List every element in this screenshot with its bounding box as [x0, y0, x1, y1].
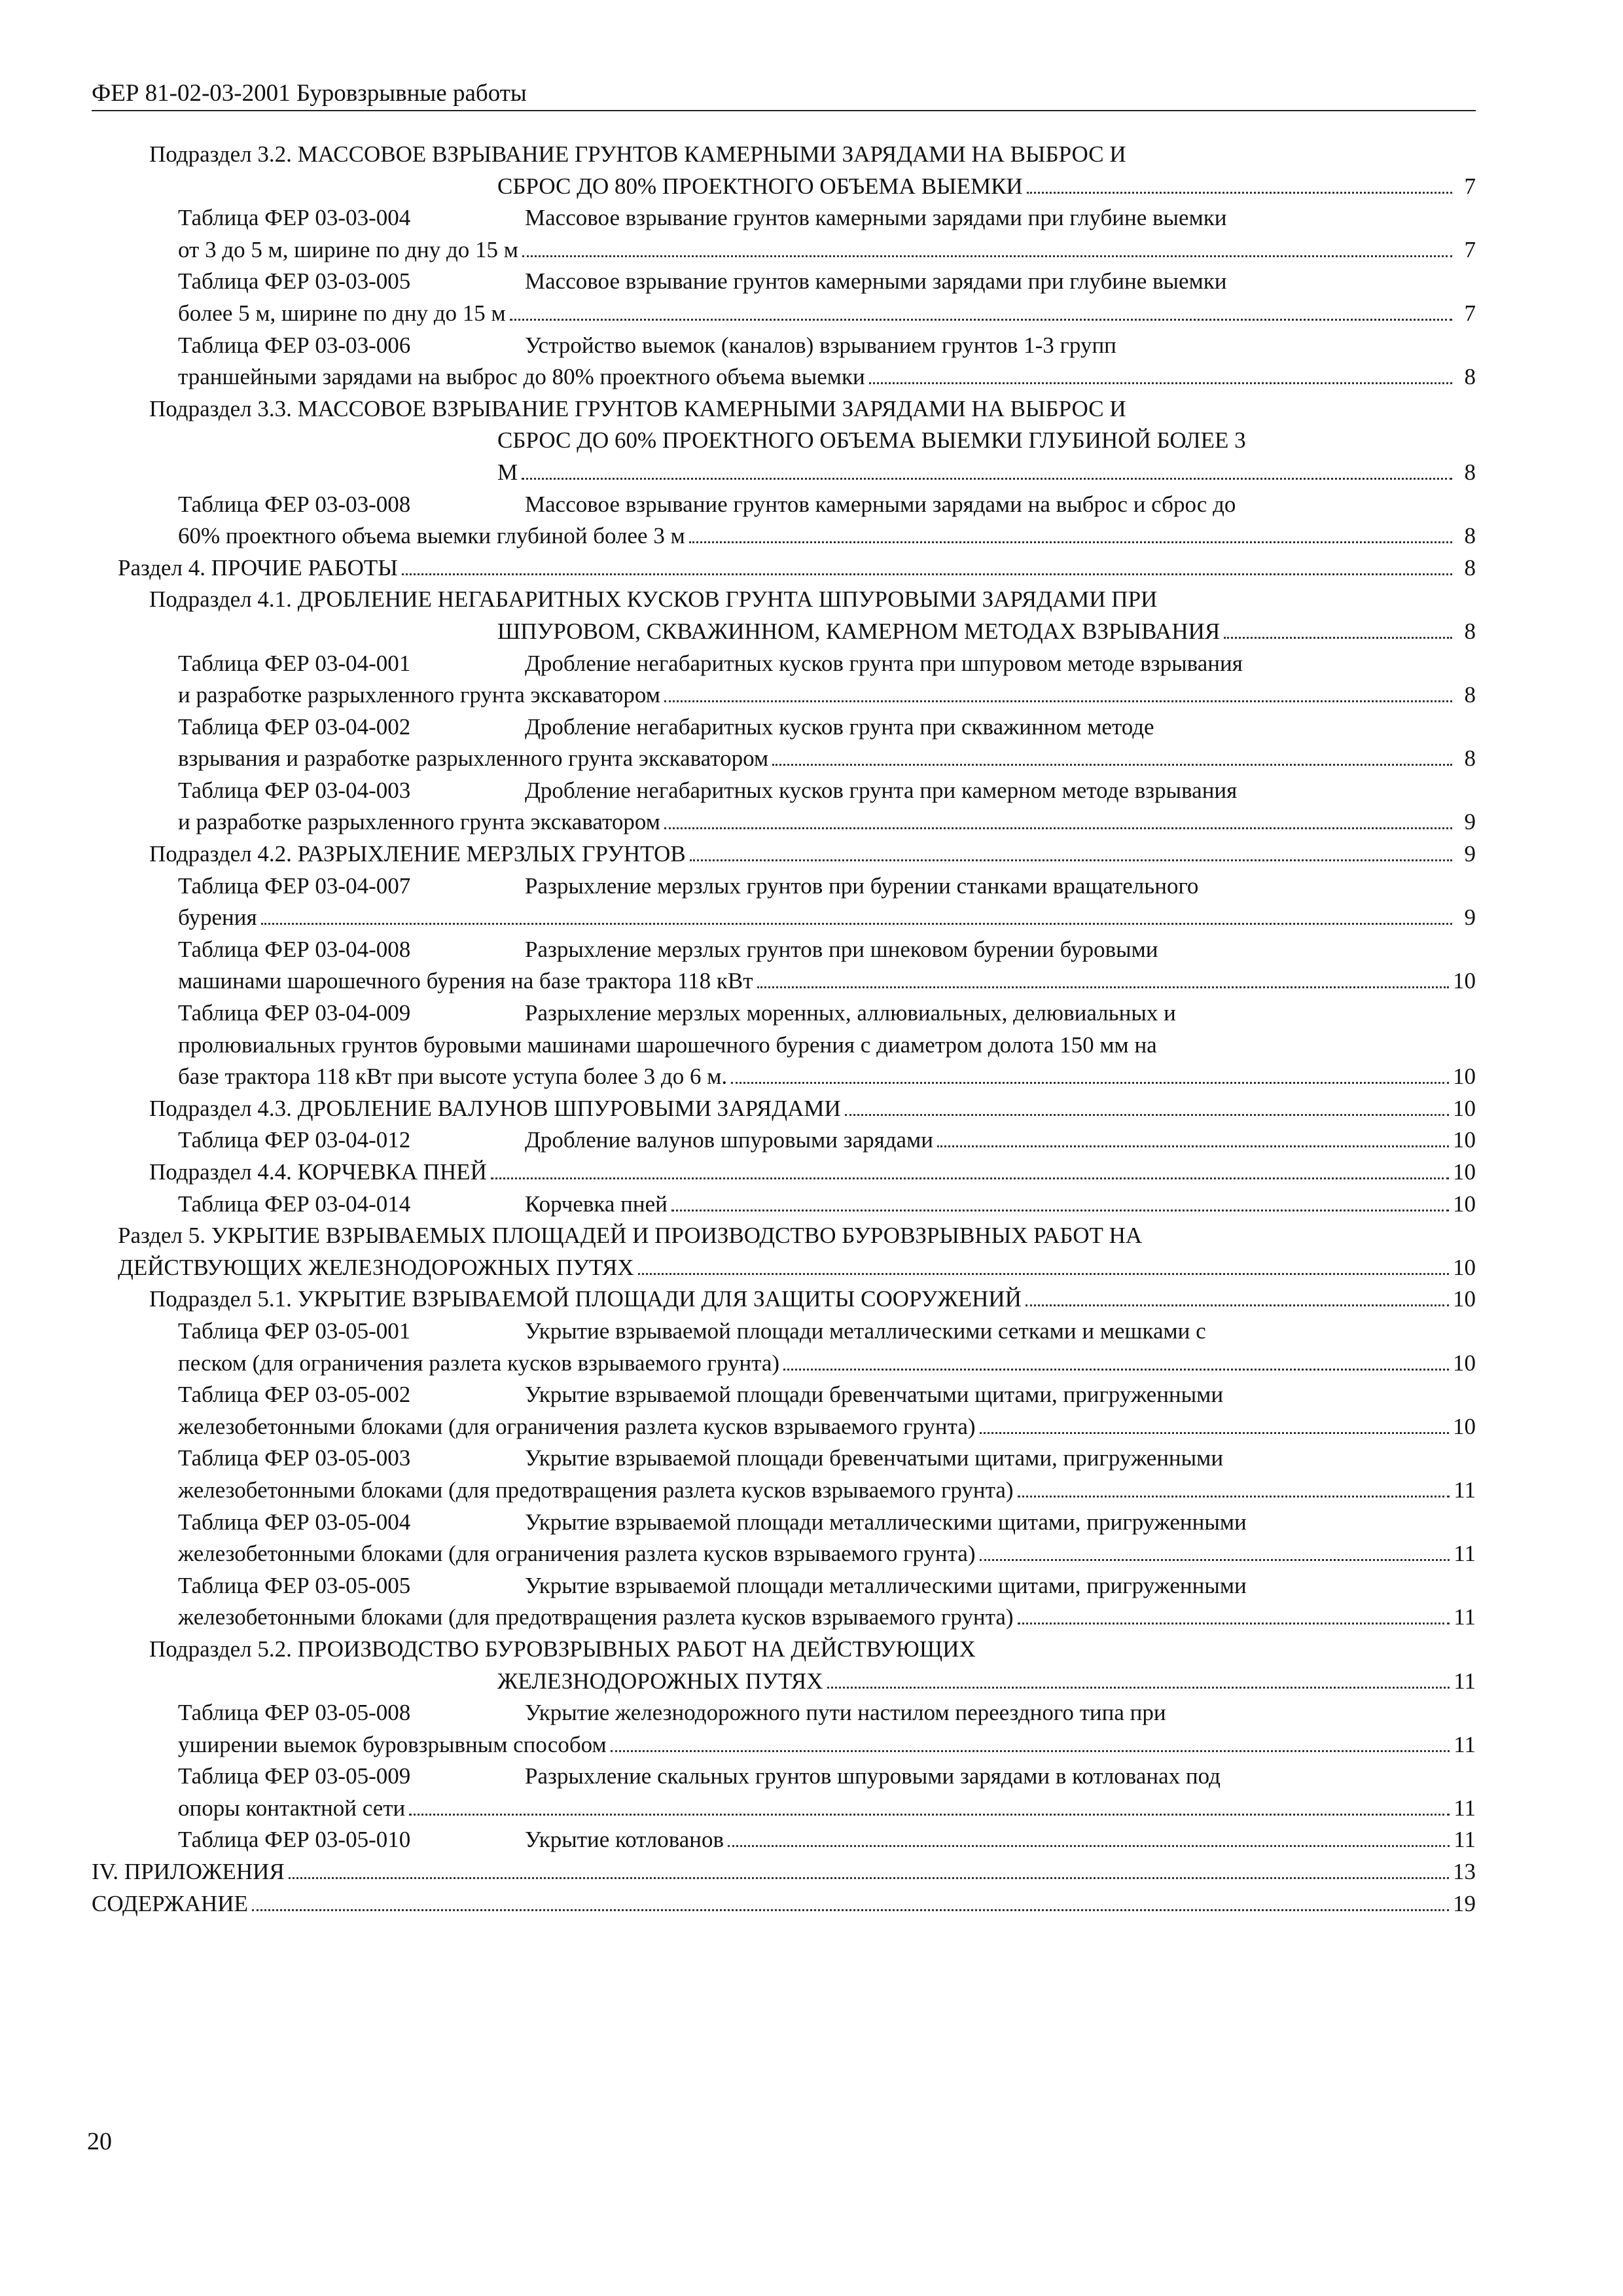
- toc-page-number: 8: [1464, 682, 1476, 708]
- part-title: IV. ПРИЛОЖЕНИЯ: [92, 1859, 285, 1885]
- toc-entry-line[interactable]: [92, 1252, 1476, 1284]
- table-title-cont: железобетонными блоками (для предотвращения разлета кусков взрываемого грунта): [178, 1477, 1014, 1503]
- table-title-cont: машинами шарошечного бурения на базе трактора 118 кВт: [178, 968, 753, 994]
- toc-page-number: 9: [1464, 905, 1476, 931]
- dot-leader: [522, 255, 1452, 257]
- toc-page-number: 11: [1454, 1604, 1476, 1630]
- dot-leader: [757, 986, 1450, 988]
- table-code: Таблица ФЕР 03-05-009: [178, 1763, 411, 1789]
- table-title: Массовое взрывание грунтов камерными зарядами на выброс и сброс до: [525, 491, 1236, 517]
- toc-page-number: 13: [1453, 1859, 1476, 1885]
- table-title: Корчевка пней: [525, 1191, 668, 1217]
- dot-leader: [731, 1082, 1449, 1084]
- dot-leader: [402, 573, 1452, 575]
- toc-entry-line[interactable]: [92, 1888, 1476, 1920]
- dot-leader: [783, 1369, 1449, 1371]
- toc-entry-line[interactable]: [92, 1189, 1476, 1221]
- toc-entry-line[interactable]: [92, 1824, 1476, 1856]
- table-title-cont: пролювиальных грунтов буровыми машинами шарошечного бурения с диаметром долота 150 мм на: [178, 1031, 1157, 1058]
- table-code: Таблица ФЕР 03-05-004: [178, 1509, 411, 1535]
- toc-page-number: 7: [1464, 300, 1476, 326]
- table-title-cont: 60% проектного объема выемки глубиной более 3 м: [178, 523, 685, 549]
- dot-leader: [252, 1909, 1449, 1911]
- toc-entry-line[interactable]: [92, 1348, 1476, 1380]
- table-title: Разрыхление мерзлых грунтов при шнековом бурении буровыми: [525, 936, 1158, 962]
- toc-entry-line[interactable]: [92, 616, 1476, 648]
- toc-page-number: 7: [1464, 173, 1476, 199]
- table-title-cont: и разработке разрыхленного грунта экскаватором: [178, 809, 660, 835]
- toc-entry-line[interactable]: [92, 520, 1476, 552]
- table-code: Таблица ФЕР 03-04-001: [178, 650, 411, 676]
- dot-leader: [1018, 1496, 1450, 1498]
- table-title: Разрыхление мерзлых грунтов при бурении станками вращательного: [525, 872, 1199, 899]
- subsection-title: Подраздел 4.4. КОРЧЕВКА ПНЕЙ: [149, 1159, 487, 1185]
- toc-entry-line[interactable]: [92, 1157, 1476, 1189]
- toc-entry-line[interactable]: [92, 902, 1476, 934]
- dot-leader: [690, 859, 1452, 861]
- toc-page-number: 11: [1454, 1541, 1476, 1567]
- table-code: Таблица ФЕР 03-03-004: [178, 205, 411, 231]
- toc-page-number: 8: [1464, 364, 1476, 390]
- dot-leader: [664, 700, 1452, 702]
- toc-entry-line[interactable]: [92, 838, 1476, 870]
- toc-entry-line[interactable]: [92, 552, 1476, 584]
- dot-leader: [869, 382, 1452, 384]
- toc-entry-line[interactable]: [92, 1061, 1476, 1093]
- table-code: Таблица ФЕР 03-05-003: [178, 1445, 411, 1471]
- dot-leader: [1224, 637, 1452, 639]
- subsection-title-cont: М: [497, 459, 518, 485]
- subsection-title: Подраздел 4.3. ДРОБЛЕНИЕ ВАЛУНОВ ШПУРОВЫМИ ЗАРЯДАМИ: [149, 1095, 841, 1121]
- dot-leader: [689, 541, 1452, 543]
- dot-leader: [1018, 1623, 1450, 1624]
- table-title: Дробление негабаритных кусков грунта при скважинном методе: [525, 713, 1154, 740]
- subsection-title: Подраздел 4.1. ДРОБЛЕНИЕ НЕГАБАРИТНЫХ КУСКОВ ГРУНТА ШПУРОВЫМИ ЗАРЯДАМИ ПРИ: [149, 586, 1158, 613]
- subsection-title: Подраздел 3.2. МАССОВОЕ ВЗРЫВАНИЕ ГРУНТОВ КАМЕРНЫМИ ЗАРЯДАМИ НА ВЫБРОС И: [149, 141, 1126, 167]
- dot-leader: [772, 764, 1452, 766]
- table-title: Дробление негабаритных кусков грунта при шпуровом методе взрывания: [525, 650, 1243, 676]
- toc-page-number: 7: [1464, 236, 1476, 262]
- toc-entry-line[interactable]: [92, 1411, 1476, 1443]
- toc-page-number: 10: [1453, 1254, 1476, 1280]
- toc-page-number: 10: [1453, 1413, 1476, 1439]
- table-code: Таблица ФЕР 03-05-001: [178, 1318, 411, 1344]
- table-title: Укрытие железнодорожного пути настилом переездного типа при: [525, 1700, 1166, 1726]
- toc-page-number: 10: [1453, 1159, 1476, 1185]
- toc-page-number: 10: [1453, 1191, 1476, 1217]
- table-title-cont: железобетонными блоками (для ограничения разлета кусков взрываемого грунта): [178, 1541, 976, 1567]
- table-title: Дробление негабаритных кусков грунта при камерном методе взрывания: [525, 777, 1238, 803]
- table-code: Таблица ФЕР 03-04-012: [178, 1127, 411, 1153]
- table-title-cont: и разработке разрыхленного грунта экскаватором: [178, 682, 660, 708]
- toc-entry-line[interactable]: [92, 1475, 1476, 1507]
- table-code: Таблица ФЕР 03-05-008: [178, 1700, 411, 1726]
- subsection-title: Подраздел 4.2. РАЗРЫХЛЕНИЕ МЕРЗЛЫХ ГРУНТОВ: [149, 841, 686, 867]
- section-title-cont: ДЕЙСТВУЮЩИХ ЖЕЛЕЗНОДОРОЖНЫХ ПУТЯХ: [118, 1254, 634, 1280]
- toc-entry-line[interactable]: [92, 806, 1476, 838]
- table-code: Таблица ФЕР 03-04-002: [178, 713, 411, 740]
- toc-page-number: 8: [1464, 459, 1476, 485]
- toc-page-number: 10: [1453, 968, 1476, 994]
- table-code: Таблица ФЕР 03-05-002: [178, 1382, 411, 1408]
- toc-entry-line[interactable]: [92, 1856, 1476, 1888]
- table-title-cont: от 3 до 5 м, ширине по дну до 15 м: [178, 236, 518, 262]
- table-code: Таблица ФЕР 03-05-010: [178, 1827, 411, 1853]
- dot-leader: [510, 319, 1452, 321]
- table-title: Устройство выемок (каналов) взрыванием грунтов 1-3 групп: [525, 332, 1116, 358]
- toc-page-number: 10: [1453, 1095, 1476, 1121]
- table-code: Таблица ФЕР 03-04-007: [178, 872, 411, 899]
- dot-leader: [491, 1177, 1449, 1179]
- toc-page-number: 8: [1464, 554, 1476, 581]
- table-code: Таблица ФЕР 03-04-003: [178, 777, 411, 803]
- table-title-cont: бурения: [178, 905, 257, 931]
- toc-page-number: 11: [1454, 1795, 1476, 1821]
- toc-entry-line[interactable]: [92, 1602, 1476, 1634]
- toc-page-number: 8: [1464, 618, 1476, 644]
- dot-leader: [409, 1814, 1450, 1816]
- table-title-cont: железобетонными блоками (для ограничения разлета кусков взрываемого грунта): [178, 1413, 976, 1439]
- table-code: Таблица ФЕР 03-04-014: [178, 1191, 411, 1217]
- toc-page-number: 9: [1464, 841, 1476, 867]
- section-title: Раздел 4. ПРОЧИЕ РАБОТЫ: [118, 554, 398, 581]
- toc-page-number: 11: [1454, 1827, 1476, 1853]
- toc-entry-line[interactable]: [92, 1093, 1476, 1125]
- toc-entry-line[interactable]: [92, 1283, 1476, 1316]
- table-title-cont: песком (для ограничения разлета кусков взрываемого грунта): [178, 1350, 780, 1376]
- table-code: Таблица ФЕР 03-04-008: [178, 936, 411, 962]
- subsection-title: Подраздел 3.3. МАССОВОЕ ВЗРЫВАНИЕ ГРУНТОВ КАМЕРНЫМИ ЗАРЯДАМИ НА ВЫБРОС И: [149, 395, 1126, 422]
- toc-entry-line[interactable]: [92, 457, 1476, 489]
- running-header: ФЕР 81-02-03-2001 Буровзрывные работы: [92, 79, 1476, 111]
- table-title: Укрытие котлованов: [525, 1827, 724, 1853]
- table-title-cont: базе трактора 118 кВт при высоте уступа более 3 до 6 м.: [178, 1064, 728, 1090]
- toc-entry-line[interactable]: [92, 1793, 1476, 1825]
- subsection-title-cont: СБРОС ДО 80% ПРОЕКТНОГО ОБЪЕМА ВЫЕМКИ: [497, 173, 1023, 199]
- table-title: Массовое взрывание грунтов камерными зарядами при глубине выемки: [525, 205, 1227, 231]
- toc-entry-line[interactable]: [92, 234, 1476, 266]
- dot-leader: [980, 1559, 1450, 1561]
- table-title: Укрытие взрываемой площади бревенчатыми щитами, пригруженными: [525, 1382, 1224, 1408]
- table-title-cont: опоры контактной сети: [178, 1795, 406, 1821]
- toc-page-number: 10: [1453, 1127, 1476, 1153]
- dot-leader: [845, 1114, 1449, 1116]
- toc-entry-line[interactable]: [92, 171, 1476, 203]
- table-title: Разрыхление скальных грунтов шпуровыми зарядами в котлованах под: [525, 1763, 1221, 1789]
- toc-entry-line[interactable]: [92, 965, 1476, 997]
- toc-entry-line[interactable]: [92, 298, 1476, 330]
- dot-leader: [289, 1877, 1449, 1879]
- table-title: Укрытие взрываемой площади металлическими щитами, пригруженными: [525, 1509, 1247, 1535]
- toc-page-number: 19: [1453, 1890, 1476, 1916]
- table-code: Таблица ФЕР 03-04-009: [178, 1000, 411, 1026]
- table-of-contents: [92, 139, 1476, 1920]
- toc-page-number: 10: [1453, 1064, 1476, 1090]
- table-code: Таблица ФЕР 03-05-005: [178, 1572, 411, 1598]
- dot-leader: [827, 1687, 1450, 1689]
- part-title: СОДЕРЖАНИЕ: [92, 1890, 248, 1916]
- dot-leader: [1027, 192, 1452, 194]
- toc-entry-line[interactable]: [92, 1124, 1476, 1157]
- toc-entry-line[interactable]: [92, 1538, 1476, 1570]
- dot-leader: [1026, 1304, 1449, 1306]
- table-title-cont: железобетонными блоками (для предотвращения разлета кусков взрываемого грунта): [178, 1604, 1014, 1630]
- table-title-cont: уширении выемок буровзрывным способом: [178, 1731, 607, 1757]
- dot-leader: [671, 1210, 1449, 1211]
- dot-leader: [937, 1145, 1449, 1147]
- subsection-title-cont: СБРОС ДО 60% ПРОЕКТНОГО ОБЪЕМА ВЫЕМКИ ГЛУБИНОЙ БОЛЕЕ 3: [497, 427, 1246, 454]
- table-title: Укрытие взрываемой площади бревенчатыми щитами, пригруженными: [525, 1445, 1224, 1471]
- table-title: Укрытие взрываемой площади металлическими сетками и мешками с: [525, 1318, 1206, 1344]
- dot-leader: [664, 827, 1452, 829]
- toc-entry-line[interactable]: [92, 1666, 1476, 1698]
- toc-entry-line[interactable]: [92, 743, 1476, 775]
- toc-entry-line[interactable]: [92, 1729, 1476, 1761]
- toc-page-number: 11: [1454, 1477, 1476, 1503]
- subsection-title-cont: ШПУРОВОМ, СКВАЖИННОМ, КАМЕРНОМ МЕТОДАХ ВЗРЫВАНИЯ: [497, 618, 1221, 644]
- subsection-title: Подраздел 5.2. ПРОИЗВОДСТВО БУРОВЗРЫВНЫХ РАБОТ НА ДЕЙСТВУЮЩИХ: [149, 1636, 976, 1662]
- table-title-cont: взрывания и разработке разрыхленного грунта экскаватором: [178, 745, 769, 772]
- subsection-title: Подраздел 5.1. УКРЫТИЕ ВЗРЫВАЕМОЙ ПЛОЩАДИ ДЛЯ ЗАЩИТЫ СООРУЖЕНИЙ: [149, 1286, 1022, 1312]
- table-title: Разрыхление мерзлых моренных, аллювиальных, делювиальных и: [525, 1000, 1176, 1026]
- section-title: Раздел 5. УКРЫТИЕ ВЗРЫВАЕМЫХ ПЛОЩАДЕЙ И ПРОИЗВОДСТВО БУРОВЗРЫВНЫХ РАБОТ НА: [118, 1223, 1143, 1249]
- toc-page-number: 8: [1464, 745, 1476, 772]
- table-code: Таблица ФЕР 03-03-008: [178, 491, 411, 517]
- table-code: Таблица ФЕР 03-03-005: [178, 268, 411, 295]
- table-title-cont: более 5 м, ширине по дну до 15 м: [178, 300, 506, 326]
- dot-leader: [980, 1432, 1449, 1434]
- toc-page-number: 10: [1453, 1350, 1476, 1376]
- toc-page-number: 8: [1464, 523, 1476, 549]
- table-title: Массовое взрывание грунтов камерными зарядами при глубине выемки: [525, 268, 1227, 295]
- toc-page-number: 10: [1453, 1286, 1476, 1312]
- table-title: Дробление валунов шпуровыми зарядами: [525, 1127, 933, 1153]
- toc-entry-line[interactable]: [92, 679, 1476, 711]
- table-code: Таблица ФЕР 03-03-006: [178, 332, 411, 358]
- table-title-cont: траншейными зарядами на выброс до 80% проектного объема выемки: [178, 364, 865, 390]
- toc-page-number: 11: [1454, 1731, 1476, 1757]
- toc-entry-line[interactable]: [92, 361, 1476, 393]
- subsection-title-cont: ЖЕЛЕЗНОДОРОЖНЫХ ПУТЯХ: [497, 1668, 823, 1694]
- dot-leader: [522, 478, 1452, 480]
- table-title: Укрытие взрываемой площади металлическими щитами, пригруженными: [525, 1572, 1247, 1598]
- dot-leader: [611, 1750, 1450, 1752]
- page-number: 20: [87, 2128, 112, 2155]
- toc-page-number: 9: [1464, 809, 1476, 835]
- dot-leader: [261, 923, 1452, 925]
- toc-page-number: 11: [1454, 1668, 1476, 1694]
- dot-leader: [638, 1273, 1449, 1275]
- dot-leader: [728, 1845, 1450, 1847]
